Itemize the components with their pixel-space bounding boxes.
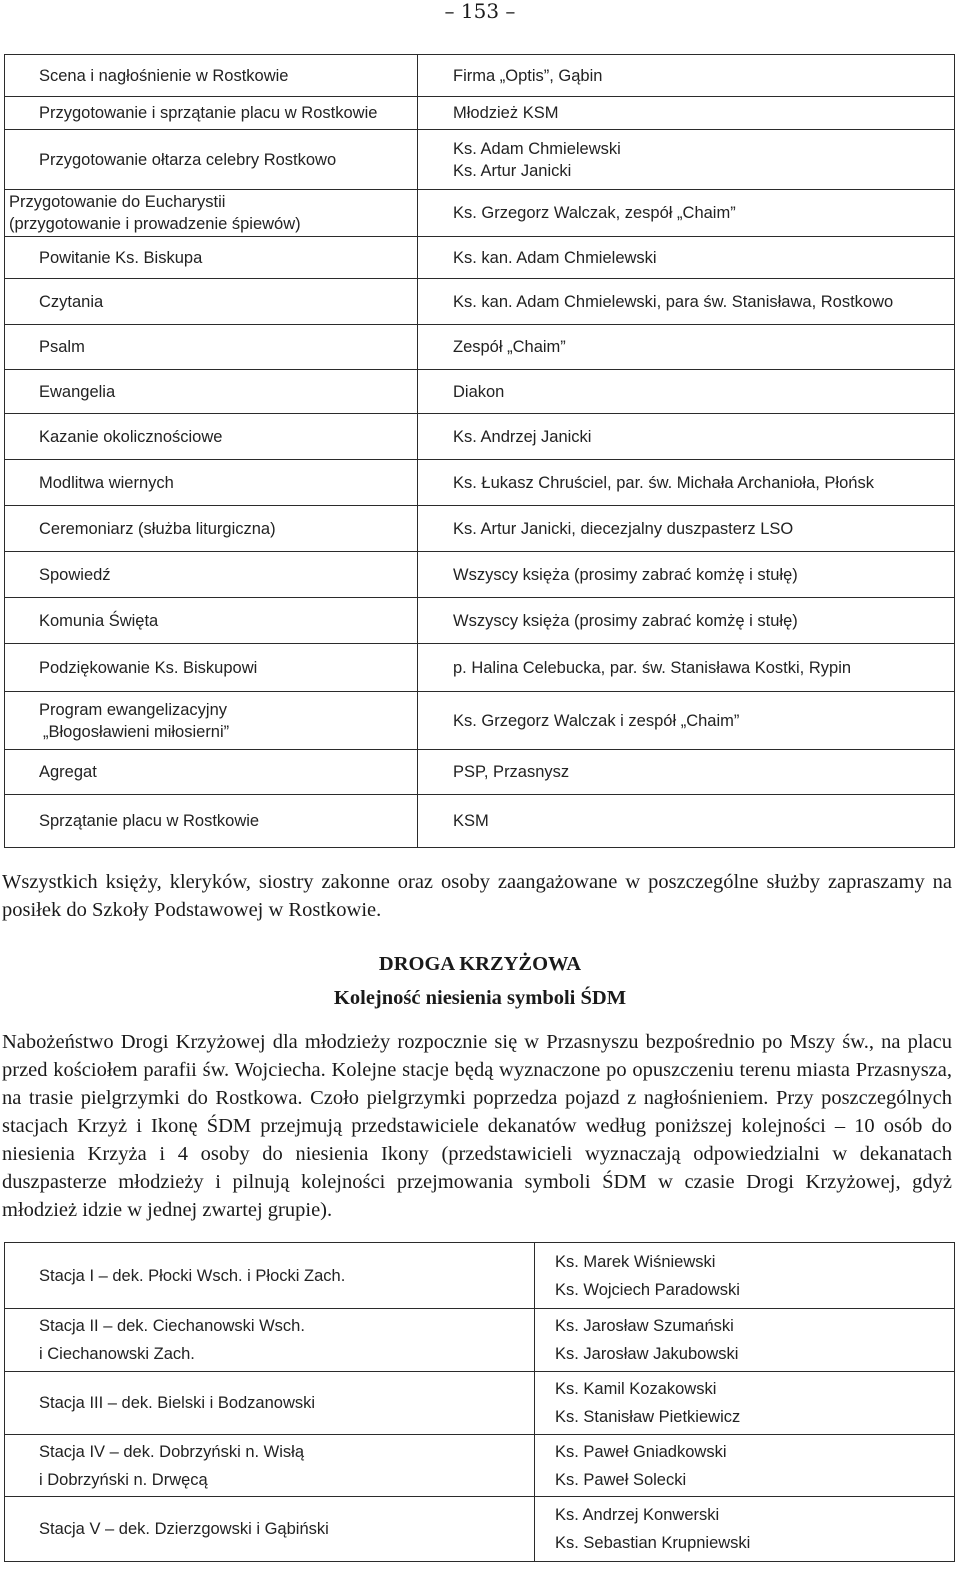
table-row (5, 598, 955, 644)
role-cell: Sprzątanie placu w Rostkowie (5, 795, 418, 848)
role-cell: Ewangelia (5, 370, 418, 414)
table-row (5, 552, 955, 598)
table-row (5, 190, 955, 237)
assigned-cell (418, 130, 955, 190)
priest-line: Ks. Kamil Kozakowski (555, 1380, 717, 1398)
table-row (5, 1497, 955, 1562)
table-row (5, 237, 955, 279)
role-cell: Psalm (5, 325, 418, 370)
role-cell: Powitanie Ks. Biskupa (5, 237, 418, 279)
assigned-cell: p. Halina Celebucka, par. św. Stanisława Kostki, Rypin (418, 644, 955, 692)
role-cell: Przygotowanie i sprzątanie placu w Rostkowie (5, 97, 418, 130)
station-cell (5, 1435, 535, 1497)
priest-line: Ks. Sebastian Krupniewski (555, 1534, 751, 1552)
role-cell: Kazanie okolicznościowe (5, 414, 418, 460)
assigned-cell: Ks. Andrzej Janicki (418, 414, 955, 460)
table-row (5, 370, 955, 414)
station-line: i Dobrzyński n. Drwęcą (39, 1470, 208, 1489)
priests-cell (535, 1435, 955, 1497)
station-line: Stacja II – dek. Ciechanowski Wsch. (39, 1317, 305, 1335)
section-subtitle: Kolejność niesienia symboli ŚDM (333, 987, 627, 1009)
priest-line: Ks. Marek Wiśniewski (555, 1252, 716, 1271)
table-row (5, 795, 955, 848)
priest-line: Ks. Jarosław Jakubowski (555, 1345, 739, 1363)
assigned-cell: Wszyscy księża (prosimy zabrać komżę i stułę) (418, 598, 955, 644)
priest-line: Ks. Paweł Gniadkowski (555, 1442, 727, 1461)
role-cell (5, 190, 418, 237)
assigned-cell: Zespół „Chaim” (418, 325, 955, 370)
station-line: Stacja V – dek. Dzierzgowski i Gąbiński (39, 1520, 329, 1538)
role-line: „Błogosławieni miłosierni” (43, 722, 230, 741)
assigned-line: Ks. Artur Janicki (453, 161, 572, 180)
role-line: Przygotowanie do Eucharystii (9, 193, 226, 211)
role-cell: Podziękowanie Ks. Biskupowi (5, 644, 418, 692)
station-cell (5, 1243, 535, 1309)
role-cell (5, 692, 418, 750)
invitation-paragraph: Wszystkich księży, kleryków, siostry zakonne oraz osoby zaangażowane w poszczególne służby zapraszamy na posiłek do Szkoły Podstawowej w Rostkowie. (2, 871, 952, 921)
table-row (5, 692, 955, 750)
assigned-cell: Ks. kan. Adam Chmielewski (418, 237, 955, 279)
description-paragraph: Nabożeństwo Drogi Krzyżowej dla młodzieży rozpocznie się w Przasnyszu bezpośrednio po Mszy św., na placu przed kościołem parafii św. Wojciecha. Kolejne stacje będą wyznaczone po opuszczeniu terenu miasta Przasnysza, na trasie pielgrzymki do Rostkowa. Czoło pielgrzymki poprzedza pojazd z nagłośnieniem. Przy poszczególnych stacjach Krzyż i Ikonę ŚDM przejmują przedstawiciele dekanatów według poniższej kolejności – 10 osób do niesienia Krzyża i 4 osoby do niesienia Ikony (przedstawicieli wyznaczają odpowiedzialni w dekanatach duszpasterze młodzieży i pilnują kolejności przejmowania symboli ŚDM w czasie Drogi Krzyżowej, gdyż młodzież idzie w jednej zwartej grupie). (2, 1031, 952, 1221)
priest-line: Ks. Wojciech Paradowski (555, 1280, 740, 1299)
assigned-cell: Młodzież KSM (418, 97, 955, 130)
priests-cell (535, 1372, 955, 1435)
priests-cell (535, 1309, 955, 1372)
priest-line: Ks. Paweł Solecki (555, 1470, 687, 1489)
priest-line: Ks. Andrzej Konwerski (555, 1506, 720, 1524)
assigned-cell: Ks. Łukasz Chruściel, par. św. Michała Archanioła, Płońsk (418, 460, 955, 506)
assigned-cell: Diakon (418, 370, 955, 414)
priest-line: Ks. Stanisław Pietkiewicz (555, 1408, 741, 1426)
station-line: Stacja IV – dek. Dobrzyński n. Wisłą (39, 1442, 305, 1461)
station-line: Stacja III – dek. Bielski i Bodzanowski (39, 1394, 316, 1412)
role-cell: Przygotowanie ołtarza celebry Rostkowo (5, 130, 418, 190)
role-cell: Modlitwa wiernych (5, 460, 418, 506)
table-row (5, 325, 955, 370)
priests-cell (535, 1497, 955, 1562)
table-row (5, 506, 955, 552)
role-cell: Spowiedź (5, 552, 418, 598)
table-row (5, 1435, 955, 1497)
table-row (5, 460, 955, 506)
table-row (5, 55, 955, 97)
assigned-cell: KSM (418, 795, 955, 848)
station-line: i Ciechanowski Zach. (39, 1345, 195, 1363)
role-cell: Czytania (5, 279, 418, 325)
priests-cell (535, 1243, 955, 1309)
stations-table (4, 1242, 955, 1562)
table-row (5, 1309, 955, 1372)
station-cell (5, 1497, 535, 1562)
station-cell (5, 1309, 535, 1372)
assigned-cell: Ks. Artur Janicki, diecezjalny duszpasterz LSO (418, 506, 955, 552)
role-cell: Komunia Święta (5, 598, 418, 644)
station-cell (5, 1372, 535, 1435)
role-cell: Ceremoniarz (służba liturgiczna) (5, 506, 418, 552)
page-number: – 153 – (444, 0, 516, 23)
section-title: DROGA KRZYŻOWA (378, 953, 582, 975)
priest-line: Ks. Jarosław Szumański (555, 1317, 734, 1335)
assigned-cell: PSP, Przasnysz (418, 750, 955, 795)
assigned-cell: Ks. Grzegorz Walczak, zespół „Chaim” (418, 190, 955, 237)
role-cell: Scena i nagłośnienie w Rostkowie (5, 55, 418, 97)
role-line: Program ewangelizacyjny (39, 700, 228, 719)
table-row (5, 644, 955, 692)
role-cell: Agregat (5, 750, 418, 795)
assigned-cell: Firma „Optis”, Gąbin (418, 55, 955, 97)
assigned-line: Ks. Adam Chmielewski (453, 139, 621, 158)
table-row (5, 1372, 955, 1435)
services-table (4, 54, 955, 848)
assigned-cell: Wszyscy księża (prosimy zabrać komżę i stułę) (418, 552, 955, 598)
role-line: (przygotowanie i prowadzenie śpiewów) (9, 215, 301, 233)
table-row (5, 414, 955, 460)
assigned-cell: Ks. kan. Adam Chmielewski, para św. Stanisława, Rostkowo (418, 279, 955, 325)
table-row (5, 750, 955, 795)
assigned-cell: Ks. Grzegorz Walczak i zespół „Chaim” (418, 692, 955, 750)
table-row (5, 97, 955, 130)
table-row (5, 130, 955, 190)
table-row (5, 279, 955, 325)
station-line: Stacja I – dek. Płocki Wsch. i Płocki Zach. (39, 1266, 346, 1285)
table-row (5, 1243, 955, 1309)
